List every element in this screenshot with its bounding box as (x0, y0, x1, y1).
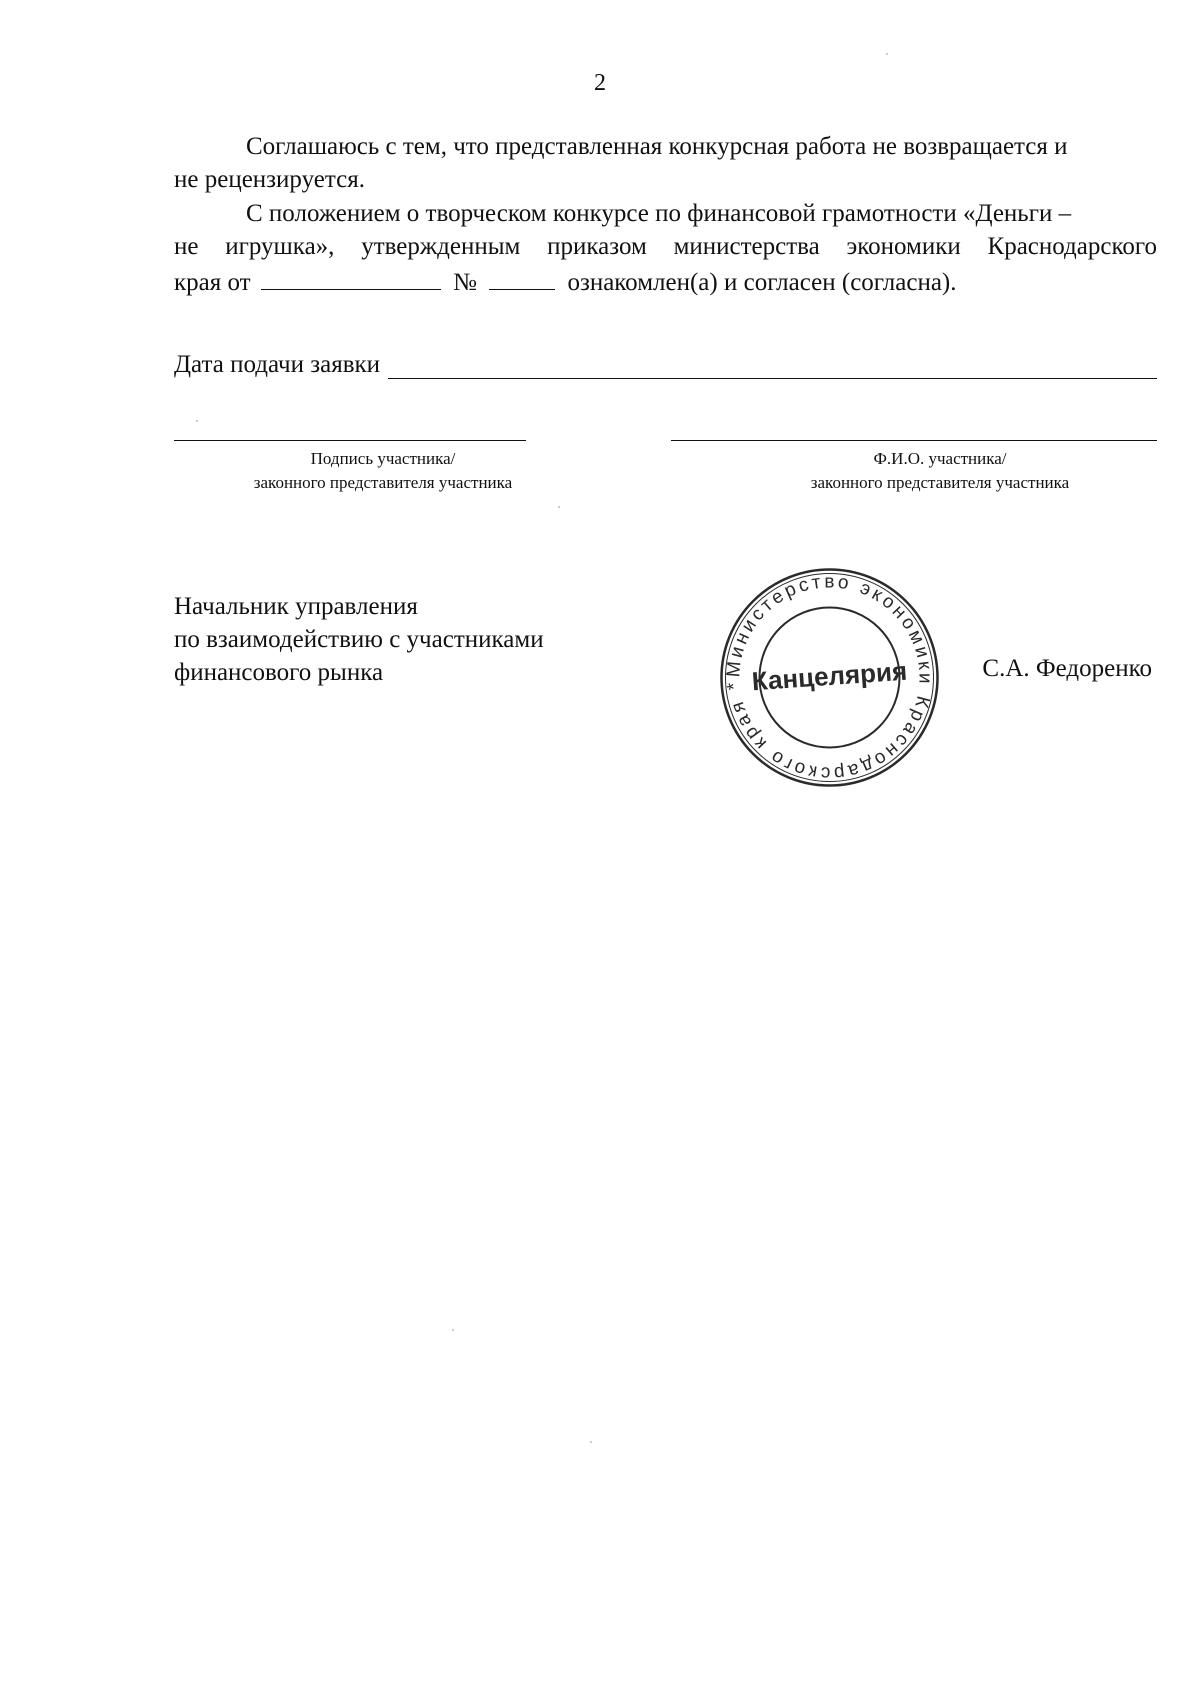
signer-position-line-2: по взаимодействию с участниками (174, 626, 544, 653)
participant-name-line[interactable] (671, 440, 1157, 441)
page-number: 2 (594, 70, 606, 96)
signature-caption-line-2: законного представителя участника (253, 473, 513, 492)
participant-signature-line[interactable] (174, 440, 526, 441)
order-date-blank[interactable] (261, 263, 441, 290)
participant-name-caption (740, 447, 1140, 495)
regulation-word: Краснодарского (987, 233, 1157, 260)
number-sign: № (453, 269, 477, 296)
name-caption-line-1: Ф.И.О. участника/ (873, 449, 1007, 468)
name-caption-line-2: законного представителя участника (810, 473, 1070, 492)
scan-speck (196, 420, 198, 422)
scan-speck (590, 1441, 592, 1443)
application-date-label: Дата подачи заявки (174, 351, 381, 378)
regulation-paragraph (174, 197, 1157, 299)
scan-speck (452, 1329, 454, 1331)
signer-name: С.А. Федоренко (982, 655, 1152, 682)
scan-speck (558, 506, 560, 508)
regulation-word: министерства (673, 233, 820, 260)
agreement-text-1: Соглашаюсь с тем, что представленная конкурсная работа не возвращается и (246, 133, 1068, 160)
agreement-line-2: не рецензируется. (174, 166, 365, 193)
agreement-line-1 (174, 130, 1157, 163)
regulation-line-1 (174, 197, 1157, 230)
regulation-line-3 (174, 263, 1157, 299)
scan-speck (886, 53, 888, 55)
regulation-suffix: ознакомлен(а) и согласен (согласна). (567, 269, 957, 296)
application-date-row (174, 351, 1157, 379)
signature-caption-line-1: Подпись участника/ (310, 449, 456, 468)
order-number-blank[interactable] (489, 263, 555, 290)
regulation-prefix: края от (174, 269, 251, 296)
regulation-word: приказом (547, 233, 647, 260)
regulation-word: утвержденным (361, 233, 521, 260)
signer-position-line-3: финансового рынка (174, 659, 384, 686)
application-date-field[interactable] (388, 354, 1157, 379)
signer-position (174, 590, 634, 689)
regulation-line-2 (174, 230, 1157, 263)
office-stamp (717, 565, 942, 790)
stamp-ring-text: Министерство экономики Краснодарского края * (723, 571, 936, 784)
regulation-word: экономики (846, 233, 961, 260)
regulation-text-1: С положением о творческом конкурсе по финансовой грамотности «Деньги – (246, 200, 1072, 227)
signer-position-line-1: Начальник управления (174, 593, 418, 620)
regulation-word: игрушка», (225, 233, 335, 260)
stamp-center-text: Канцелярия (750, 655, 909, 697)
participant-signature-caption (174, 447, 592, 495)
agreement-paragraph (174, 130, 1157, 196)
regulation-word: не (174, 233, 199, 260)
